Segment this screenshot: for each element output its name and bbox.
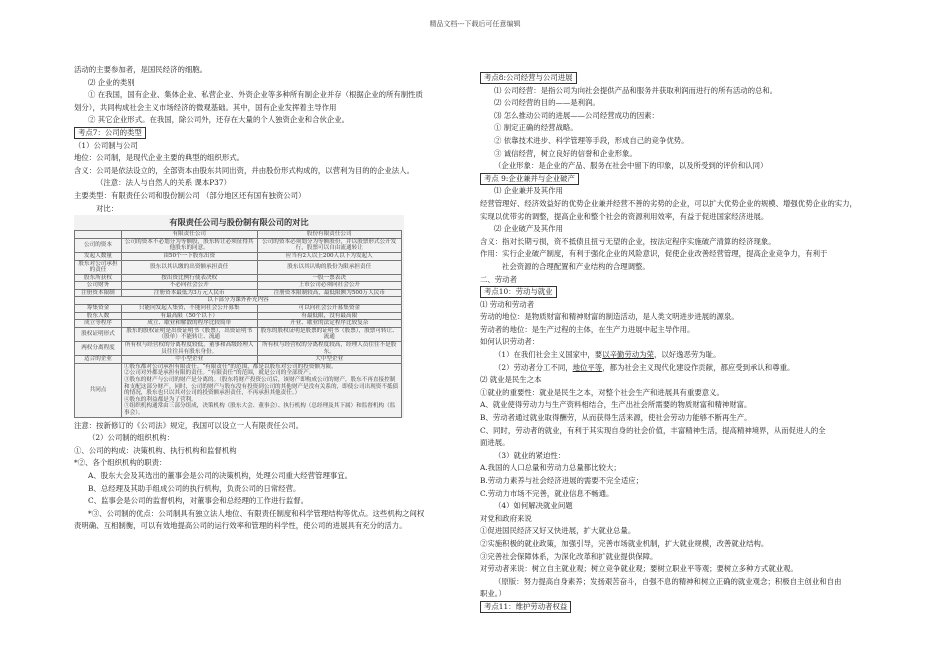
table-row	[75, 282, 402, 290]
table-cell: 筹集资金	[75, 305, 122, 313]
line-text: （2）公司制的组织机构：	[88, 433, 175, 443]
line-text: C、监事会是公司的监督机构，对董事会和总经理的工作进行监督。	[88, 496, 308, 506]
table-row	[75, 363, 402, 417]
table-cell: 共同点	[75, 363, 122, 417]
line-text: 对劳动者来说：树立自主就业观；树立竞争就业观；要树立职业平等观；要树立多种方式就业观。	[480, 564, 798, 574]
table-cell: 公司的资本不必划分为等额股，股东转让必须征得其他股东的同意。	[122, 238, 258, 252]
common-point: ①股东都对公司承担有限责任。“有限责任”的范围，都是以股东对公司的投资额为限。	[124, 363, 337, 370]
line-text: 劳动的地位：是物质财富和精神财富的制造活动，是人类文明进步进展的源泉。	[480, 312, 739, 322]
table-cell: 中小型企业	[122, 356, 258, 364]
line-text: 活动的主要参加者，是国民经济的细胞。	[74, 65, 208, 74]
common-point: ③股东的财产与公司的财产是分离的。（股东将财产投资公司后，该财产即构成公司的财产，股东不再直接控制和支配这部分财产。同时，公司的财产与股东没有投资到公司的其他财产是没有关系的，即使公司出现资不抵债的情况，股东也只以其对公司的投资额承担责任，不再承担其他责任。）	[124, 377, 399, 397]
text-line	[480, 525, 880, 538]
table-cell: 股东以其认购的股份为限承担责任	[257, 260, 402, 274]
common-point: ④股东的利益都是为了营利。	[124, 396, 197, 403]
underlined-phrase: 地位平等	[572, 362, 603, 372]
text-line	[74, 457, 474, 470]
line-text: ① 制定正确的经营战略。	[494, 123, 578, 133]
text-line	[480, 412, 880, 425]
table-cell: 股权证明形式	[75, 327, 122, 341]
table-row	[75, 274, 402, 282]
line-text: ⑵ 企业的类别	[88, 77, 135, 87]
text-line	[74, 508, 474, 521]
line-text: B.劳动力素养与社会经济进展的需要不完全适应；	[480, 476, 643, 485]
text-line	[74, 140, 474, 153]
table-row	[75, 289, 402, 297]
line-text: ⑴ 劳动和劳动者	[480, 299, 535, 309]
line-text: A、就业使得劳动力与生产资料相结合，生产出社会所需要的物质财富和精神财富。	[480, 400, 752, 410]
text-line	[480, 148, 880, 161]
line-text: 注意：按新修订的《公司法》规定，我国可以设立一人有限责任公司。	[74, 420, 304, 430]
line-text: ⑵ 就业是民生之本	[480, 375, 542, 385]
line-text: 责明确、互相制衡，可以有效地提高公司的运行效率和管理的科学性，使公司的进展具有充分的活力。	[74, 521, 407, 531]
table-cell: 所有权与经营权的分离程度较低，董事和高级经理人员往往具有股东身份。	[122, 342, 258, 356]
text-line	[74, 432, 474, 445]
table-cell: 有限责任公司	[122, 231, 258, 239]
text-line	[480, 387, 880, 400]
table-cell: 应当有2人以上200人以下为发起人	[257, 252, 402, 260]
line-text: （企业形象：是企业的产品、服务在社会中留下的印象，以及所受到的评价和认同）	[494, 161, 768, 171]
line-text: 实现以优带劣的调整，提高企业和整个社会的资源利用效率，有益于促进国家经济进展。	[480, 211, 769, 221]
text-line	[480, 513, 880, 526]
line-text: B、劳动者通过就业取得酬劳，从而获得生活来源，使社会劳动力能够不断再生产。	[480, 413, 752, 423]
text-line	[480, 349, 880, 362]
table-row	[75, 238, 402, 252]
text-line	[74, 64, 474, 77]
table-cell: 可以向社会公开募集资金	[257, 305, 402, 313]
line-text: ⑴ 企业兼并及其作用	[494, 186, 563, 196]
text-line	[480, 399, 880, 412]
table-cell: 股东对公司承担的责任	[75, 260, 122, 274]
text-line	[480, 563, 880, 576]
table-row	[75, 231, 402, 239]
text-line	[480, 551, 880, 564]
right-column	[480, 64, 880, 614]
line-text: ①、公司的构成：决策机构、执行机构和监督机构	[74, 445, 237, 455]
common-point: ②公司对外都是承担有限的责任。“有限责任”的范围，就是公司的全部资产。	[124, 370, 315, 377]
comparison-table	[74, 230, 402, 417]
table-cell: 有最低限，没有最高限	[257, 312, 402, 320]
line-text: A.我国的人口总量和劳动力总量都比较大；	[480, 463, 621, 473]
text-line	[480, 211, 880, 224]
table-cell: 公司的资本	[75, 238, 122, 252]
text-line	[74, 165, 474, 178]
table-row	[75, 297, 402, 305]
section-box-11: 考点11：维护劳动者权益	[480, 601, 571, 613]
text-line	[480, 160, 880, 173]
line-text: （注意：法人与自然人的关系 课本P37）	[96, 178, 231, 188]
table-row	[75, 356, 402, 364]
company-structure	[74, 420, 474, 533]
comparison-table-figure	[74, 215, 404, 417]
text-line	[480, 185, 880, 198]
text-line	[480, 236, 880, 249]
merger-bankruptcy	[480, 185, 880, 286]
line-text: ②实施积极的就业政策，加强引导，完善市场就业机制，扩大就业规模，改善就业结构。	[480, 538, 769, 548]
table-cell: 注册资本限制较高，最低限额为500万人民币	[257, 289, 402, 297]
company-intro	[74, 140, 474, 216]
text-line	[480, 437, 880, 450]
table-cell: 由50个一下股东出资	[122, 252, 258, 260]
page-header: 精品文档---下载后可任意编辑	[429, 20, 521, 28]
line-text: 划分），共同构成社会主义市场经济的微观基础。其中，国有企业发挥着主导作用	[74, 102, 337, 112]
line-text: ① 在我国，国有企业、集体企业、私营企业、外资企业等多种所有制企业并存（根据企业的所有制性质	[88, 90, 423, 100]
line-text: 对党和政府来说	[480, 513, 532, 523]
line-text: *③、公司制的优点：公司制具有独立法人地位、有限责任制度和科学管理结构等优点。这些机构之间权	[88, 508, 425, 518]
line-text: （2）劳动者分工不同，	[494, 362, 573, 372]
line-text: （4）如何解决就业问题	[494, 501, 573, 511]
line-text: ⑴ 公司经营：是指公司为向社会提供产品和服务并获取利润而进行的所有活动的总和。	[494, 85, 778, 95]
text-line	[74, 152, 474, 165]
section-box-7: 考点7：公司的类型	[74, 127, 146, 139]
line-text: 地位：公司制，是现代企业主要的典型的组织形式。	[74, 153, 244, 163]
line-text: ①促进国民经济又好又快进展，扩大就业总量。	[480, 526, 636, 536]
text-line	[480, 261, 880, 274]
table-cell: 大中型企业	[257, 356, 402, 364]
table-cell: 以下部分为课外补充内容	[75, 297, 402, 305]
text-line	[74, 177, 474, 190]
table-row	[75, 327, 402, 341]
table-row	[75, 252, 402, 260]
text-line	[74, 77, 474, 90]
table-cell: 股东的股权证明是出资证明书（股票），出资证明书（股单）不能转让、流通	[122, 327, 258, 341]
text-line	[74, 445, 474, 458]
line-text: ② 其它企业形式。在我国，除公司外，还存在大量的个人独资企业和合伙企业。	[88, 115, 350, 125]
line-text: 主要类型：有限责任公司和股份制公司 （部分地区还有国有独资公司）	[74, 190, 306, 200]
text-line	[74, 495, 474, 508]
line-text: 含义：指对长期亏损，资不抵债且扭亏无望的企业，按法定程序实施破产清算的经济现象。	[480, 236, 776, 246]
line-text: 如何认识劳动者：	[480, 337, 540, 347]
left-column	[74, 64, 474, 533]
line-tail: ，都为社会主义现代化建设作贡献，都应受到承认和尊重。	[602, 362, 795, 372]
line-text: 职业。）	[480, 589, 506, 599]
line-text: 对比：	[96, 203, 119, 213]
text-line	[74, 102, 474, 115]
line-text: 经营管理好、经济效益好的优势企业兼并经营不善的劣势的企业，可以扩大优势企业的规模、增强优势企业的实力，	[480, 198, 857, 208]
text-line	[480, 588, 880, 601]
table-cell: 股东的股权证明是股票的证明书（股票），股票可转让、流通	[257, 327, 402, 341]
table-cell: 不必向社会公开	[122, 282, 258, 290]
table-cell: 股东所获权	[75, 274, 122, 282]
text-line	[74, 114, 474, 127]
text-line	[480, 475, 880, 488]
text-line	[480, 450, 880, 463]
line-text: （3）就业的紧迫性：	[494, 450, 566, 460]
table-cell	[75, 231, 122, 239]
line-text: （1）在我们社会主义国家中，要	[494, 350, 603, 360]
table-cell: 有最高限（50个以下）	[122, 312, 258, 320]
table-cell: 一股一票表决	[257, 274, 402, 282]
comparison-table-title: 有限责任公司与股份制有限公司的对比	[169, 217, 309, 228]
underlined-phrase: 以辛勤劳动为荣	[602, 350, 654, 360]
line-text: ⑵ 企业破产及其作用	[494, 224, 563, 234]
text-line	[74, 89, 474, 102]
text-line	[480, 97, 880, 110]
text-line	[74, 520, 474, 533]
line-text: ③完善社会保障体系，为深化改革和扩就业提供保障。	[480, 551, 658, 561]
line-text: 面进展。	[480, 438, 510, 448]
table-cell: 只能向发起人集资，不能向社会公开募集	[122, 305, 258, 313]
table-cell: 公司的资本必须划分为等额股份，并以股票形式公开发行，股票可以自由流通转让	[257, 238, 402, 252]
common-points-cell	[122, 363, 402, 417]
text-line	[480, 425, 880, 438]
text-line	[74, 470, 474, 483]
text-line	[480, 576, 880, 589]
table-cell: 股东人数	[75, 312, 122, 320]
company-operation	[480, 85, 880, 173]
line-text: A、股东大会及其选出的董事会是公司的决策机构，处理公司重大经营管理事宜。	[88, 470, 353, 480]
text-line	[480, 223, 880, 236]
text-line	[480, 122, 880, 135]
text-line	[480, 85, 880, 98]
line-tail: ，以好逸恶劳为耻。	[653, 350, 721, 360]
section-box-8: 考点8:公司经营与公司进展	[480, 72, 577, 84]
text-line	[480, 336, 880, 349]
section-box-10: 考点10：劳动与就业	[480, 286, 557, 298]
table-cell: 成立等程序	[75, 320, 122, 328]
section-box-9: 考点 9:企业兼并与企业破产	[480, 173, 579, 185]
text-line	[74, 483, 474, 496]
text-line	[480, 110, 880, 123]
common-point: ⑤组织机构通常由三部分组成，决策机构（股东大会、董事会）、执行机构（总经理及其下属）和监督机构（监事会）。	[124, 403, 396, 416]
table-cell: 发起人数量	[75, 252, 122, 260]
line-text: C.劳动力市场不完善，就业信息不畅通。	[480, 488, 614, 498]
line-text: （原版：努力提高自身素养；发扬艰苦奋斗，自强不息的精神和树立正确的就业观念；积极自主创业和自由	[494, 576, 842, 586]
line-text: ①就业的重要性：就业是民生之本，对整个社会生产和进展具有重要意义。	[480, 387, 724, 397]
table-row	[75, 342, 402, 356]
line-text: 劳动者的地位：是生产过程的主体，在生产力进展中起主导作用。	[480, 324, 695, 334]
text-line	[480, 538, 880, 551]
text-line	[480, 274, 880, 287]
line-text: ③ 诚信经营，树立良好的信誉和企业形象。	[494, 148, 637, 158]
line-text: B、总经理及其助手组成公司的执行机构，负责公司的日常经营。	[88, 483, 301, 493]
line-text: 社会资源的合理配置和产业结构的合理调整。	[502, 261, 650, 271]
text-line	[480, 311, 880, 324]
table-cell: 开业、歇业的法定程序比较复杂	[257, 320, 402, 328]
text-line	[480, 500, 880, 513]
table-row	[75, 260, 402, 274]
table-cell: 适合的企业	[75, 356, 122, 364]
line-text: 作用：实行企业破产制度，有利于强化企业的风险意识，促使企业改善经营管理，提高企业竞争力，有利于	[480, 249, 828, 259]
line-text: 二、劳动者	[480, 274, 517, 284]
table-row	[75, 312, 402, 320]
table-cell: 注册资本限制	[75, 289, 122, 297]
text-line	[74, 203, 474, 216]
labor-employment	[480, 299, 880, 601]
table-cell: 股东以其认缴的出资额承担责任	[122, 260, 258, 274]
table-cell: 所有权与经营权的分离程度较高，经理人员往往不是股东。	[257, 342, 402, 356]
table-cell: 公司财务	[75, 282, 122, 290]
text-line	[480, 462, 880, 475]
text-line	[74, 190, 474, 203]
text-line	[480, 248, 880, 261]
table-cell: 上市公司必须向社会公开	[257, 282, 402, 290]
table-cell: 按出资比例行使表决权	[122, 274, 258, 282]
table-cell: 成立、歇业和解散的程序比较简单	[122, 320, 258, 328]
table-cell: 股份有限责任公司	[257, 231, 402, 239]
line-text: ⑵ 公司经营的目的——是利润。	[494, 98, 600, 108]
text-line	[480, 198, 880, 211]
table-cell: 两权分离程度	[75, 342, 122, 356]
line-text: ② 依靠技术进步、科学管理等手段，形成自己的竞争优势。	[494, 135, 689, 145]
table-row	[75, 320, 402, 328]
table-cell: 注册资本最低为3万元人民币	[122, 289, 258, 297]
text-line	[480, 324, 880, 337]
text-line	[480, 374, 880, 387]
table-row	[75, 305, 402, 313]
left-intro	[74, 64, 474, 127]
line-text: 含义：公司是依法设立的，全部资本由股东共同出资，并由股份形式构成的，以营利为目的的企业法人。	[74, 165, 414, 175]
text-line	[480, 362, 880, 375]
line-text: C、同时，劳动者的就业，有利于其实现自身的社会价值，丰富精神生活，提高精神境界，从而促进人的全	[480, 425, 826, 435]
text-line	[74, 420, 474, 433]
line-text: ⑶ 怎么推动公司的进展——公司经营成功的因素：	[494, 110, 659, 120]
line-text: （1）公司制与公司	[74, 140, 138, 150]
text-line	[480, 135, 880, 148]
text-line	[480, 299, 880, 312]
text-line	[480, 488, 880, 501]
line-text: *②、各个组织机构的职责：	[74, 458, 167, 468]
